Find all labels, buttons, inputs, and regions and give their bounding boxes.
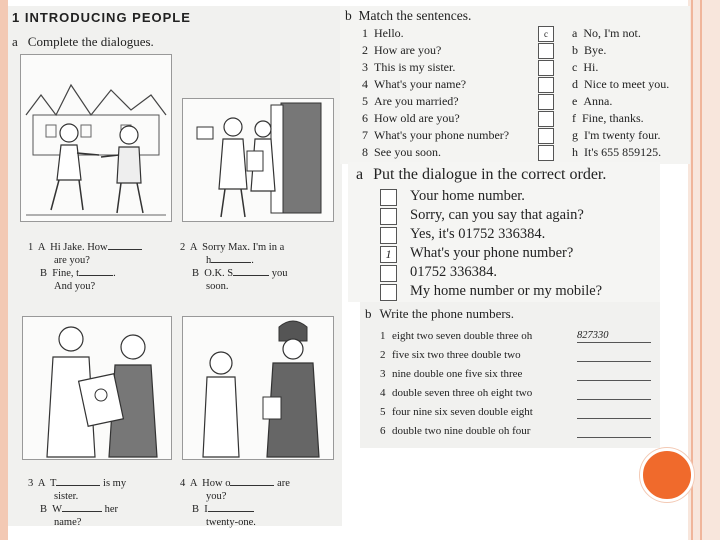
order-number-box[interactable] (380, 189, 397, 206)
phones-heading (365, 306, 514, 322)
order-number-box[interactable]: 1 (380, 246, 397, 263)
match-heading (345, 8, 471, 24)
exercise-letter: b (365, 306, 372, 321)
phone-words: four nine six seven double eight (392, 406, 533, 418)
match-answer-box[interactable] (538, 128, 554, 144)
match-response: f Fine, thanks. (572, 111, 644, 125)
dialogue-2: 2 A Sorry Max. I'm in a h . B O.K. S you soon. (180, 242, 288, 292)
exercise-instruction: Match the sentences. (358, 8, 472, 23)
match-response: a No, I'm not. (572, 26, 641, 40)
answer-blank[interactable] (230, 485, 274, 486)
phone-answer-line[interactable] (577, 349, 651, 362)
dialogue-line: B W (40, 504, 62, 515)
dialogue-line: B I (192, 504, 208, 515)
match-response: h It's 655 859125. (572, 145, 662, 159)
match-question: 5 Are you married? (362, 94, 459, 108)
dialogue-line: 4 A How o (180, 478, 231, 489)
phone-answer-line[interactable] (577, 406, 651, 419)
order-line: Sorry, can you say that again? (410, 207, 584, 223)
match-question: 2 How are you? (362, 43, 442, 57)
dialogue-4 (180, 464, 290, 529)
match-question: 7 What's your phone number? (362, 128, 510, 142)
dialogue-3 (28, 464, 126, 529)
answer-blank[interactable] (208, 511, 254, 512)
order-line: Your home number. (410, 188, 525, 204)
dialogue-line: sister. (54, 491, 79, 502)
match-response: b Bye. (572, 43, 607, 57)
dialogue-line: her (104, 504, 119, 515)
section-title: 1 INTRODUCING PEOPLE (12, 10, 191, 25)
match-answer-box[interactable] (538, 43, 554, 59)
dialogue-line: 1 A Hi Jake. How (28, 242, 108, 253)
match-response: g I'm twenty four. (572, 128, 661, 142)
match-response: e Anna. (572, 94, 613, 108)
order-number-box[interactable] (380, 265, 397, 282)
decorative-circle (640, 448, 694, 502)
match-answer-box[interactable]: c (538, 26, 554, 42)
match-answer-box[interactable] (538, 94, 554, 110)
answer-blank[interactable] (79, 275, 113, 276)
exercise-a-heading (12, 34, 154, 50)
phone-words: nine double one five six three (392, 368, 523, 380)
exercise-instruction: Put the dialogue in the correct order. (373, 166, 607, 183)
exercise-letter: b (345, 8, 352, 23)
phone-answer-line[interactable] (577, 387, 651, 400)
dialogue-line: soon. (206, 281, 229, 292)
dialogue-line: are you? (54, 255, 90, 266)
dialogue-line: name? (54, 517, 82, 528)
exercise-letter: a (356, 166, 364, 183)
order-number-box[interactable] (380, 227, 397, 244)
order-line: What's your phone number? (410, 245, 574, 261)
phone-words: five six two three double two (392, 349, 521, 361)
phone-words: double two nine double oh four (392, 425, 531, 437)
exercise-letter: a (12, 34, 18, 49)
answer-blank[interactable] (56, 485, 100, 486)
match-question: 3 This is my sister. (362, 60, 456, 74)
order-line: 01752 336384. (410, 264, 497, 280)
slide-frame-left (0, 0, 8, 540)
match-question: 8 See you soon. (362, 145, 441, 159)
dialogue-line: you (271, 268, 288, 279)
order-number-box[interactable] (380, 284, 397, 301)
dialogue-line: B O.K. S (192, 268, 234, 279)
illustration-door (182, 98, 334, 222)
phone-words: double seven three oh eight two (392, 387, 533, 399)
exercise-instruction: Complete the dialogues. (27, 34, 154, 49)
illustration-policeman (182, 316, 334, 460)
phone-words: eight two seven double three oh (392, 330, 533, 342)
dialogue-line: And you? (54, 281, 96, 292)
match-response: d Nice to meet you. (572, 77, 670, 91)
exercise-instruction: Write the phone numbers. (379, 306, 514, 321)
phone-answer-line[interactable]: 827330 (577, 330, 651, 343)
match-response: c Hi. (572, 60, 599, 74)
dialogue-line: B Fine, t (40, 268, 80, 279)
match-answer-box[interactable] (538, 60, 554, 76)
illustration-greeting (20, 54, 172, 222)
match-answer-box[interactable] (538, 111, 554, 127)
order-line: My home number or my mobile? (410, 283, 603, 299)
match-question: 1 Hello. (362, 26, 404, 40)
answer-blank[interactable] (233, 275, 269, 276)
match-answer-box[interactable] (538, 145, 554, 161)
answer-blank[interactable] (108, 249, 142, 250)
dialogue-1: 1 A Hi Jake. How are you? B Fine, t . And you? (28, 228, 142, 293)
answer-blank[interactable] (211, 262, 251, 263)
match-question: 4 What's your name? (362, 77, 467, 91)
dialogue-line: are (277, 478, 290, 489)
match-question: 6 How old are you? (362, 111, 460, 125)
order-line: Yes, it's 01752 336384. (410, 226, 546, 242)
phone-answer-line[interactable] (577, 425, 651, 438)
illustration-photo (22, 316, 172, 460)
dialogue-line: h (206, 255, 212, 266)
dialogue-line: twenty-one. (206, 517, 256, 528)
order-number-box[interactable] (380, 208, 397, 225)
dialogue-line: 2 A Sorry Max. I'm in a (180, 242, 285, 253)
match-answer-box[interactable] (538, 77, 554, 93)
order-heading (356, 166, 606, 184)
answer-blank[interactable] (62, 511, 102, 512)
dialogue-line: 3 A T (28, 478, 57, 489)
phone-answer-line[interactable] (577, 368, 651, 381)
dialogue-line: you? (206, 491, 227, 502)
dialogue-line: is my (103, 478, 127, 489)
